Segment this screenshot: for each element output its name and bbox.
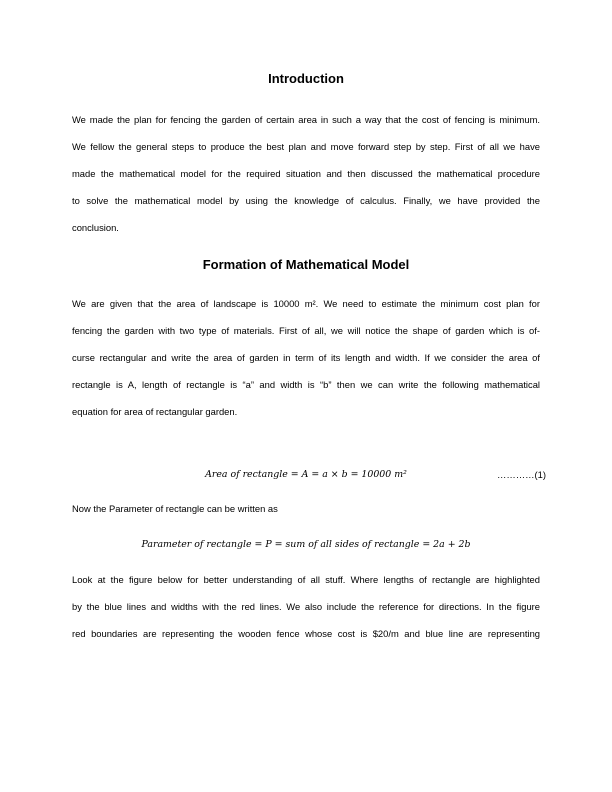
paragraph-line: made the mathematical model for the required situation and then discussed the mathematical procedure (72, 168, 540, 179)
introduction-paragraph (72, 114, 540, 249)
paragraph-line: fencing the garden with two type of materials. First of all, we will notice the shape of garden which is of- (72, 325, 540, 336)
paragraph-line: equation for area of rectangular garden. (72, 406, 238, 417)
paragraph-line: conclusion. (72, 222, 119, 233)
paragraph-line: We are given that the area of landscape is 10000 m². We need to estimate the minimum cost plan for (72, 298, 540, 309)
paragraph-line: We made the plan for fencing the garden of certain area in such a way that the cost of fencing is minimum. (72, 114, 540, 125)
paragraph-line: We fellow the general steps to produce the best plan and move forward step by step. First of all we have (72, 141, 540, 152)
paragraph-line: to solve the mathematical model by using the knowledge of calculus. Finally, we have provided the (72, 195, 540, 206)
model-paragraph (72, 298, 540, 433)
area-equation: Area of rectangle = A = a × b = 10000 m² (205, 469, 407, 480)
perimeter-equation: Parameter of rectangle = P = sum of all sides of rectangle = 2a + 2b (141, 539, 471, 550)
paragraph-line: Look at the figure below for better understanding of all stuff. Where lengths of rectangle are highlighted (72, 574, 540, 585)
introduction-heading: Introduction (268, 71, 344, 86)
model-heading: Formation of Mathematical Model (202, 257, 410, 272)
paragraph-line: rectangle is A, length of rectangle is “a” and width is “b” then we can write the following mathematical (72, 379, 540, 390)
paragraph-line: curse rectangular and write the area of garden in term of its length and width. If we consider the area of (72, 352, 540, 363)
paragraph-line: red boundaries are representing the wooden fence whose cost is $20/m and blue line are representing (72, 628, 540, 639)
paragraph-line: Now the Parameter of rectangle can be written as (72, 503, 278, 514)
perimeter-intro (72, 503, 540, 530)
equation-number: …………(1) (497, 469, 546, 480)
paragraph-line: by the blue lines and widths with the red lines. We also include the reference for directions. In the figure (72, 601, 540, 612)
figure-paragraph (72, 574, 540, 655)
